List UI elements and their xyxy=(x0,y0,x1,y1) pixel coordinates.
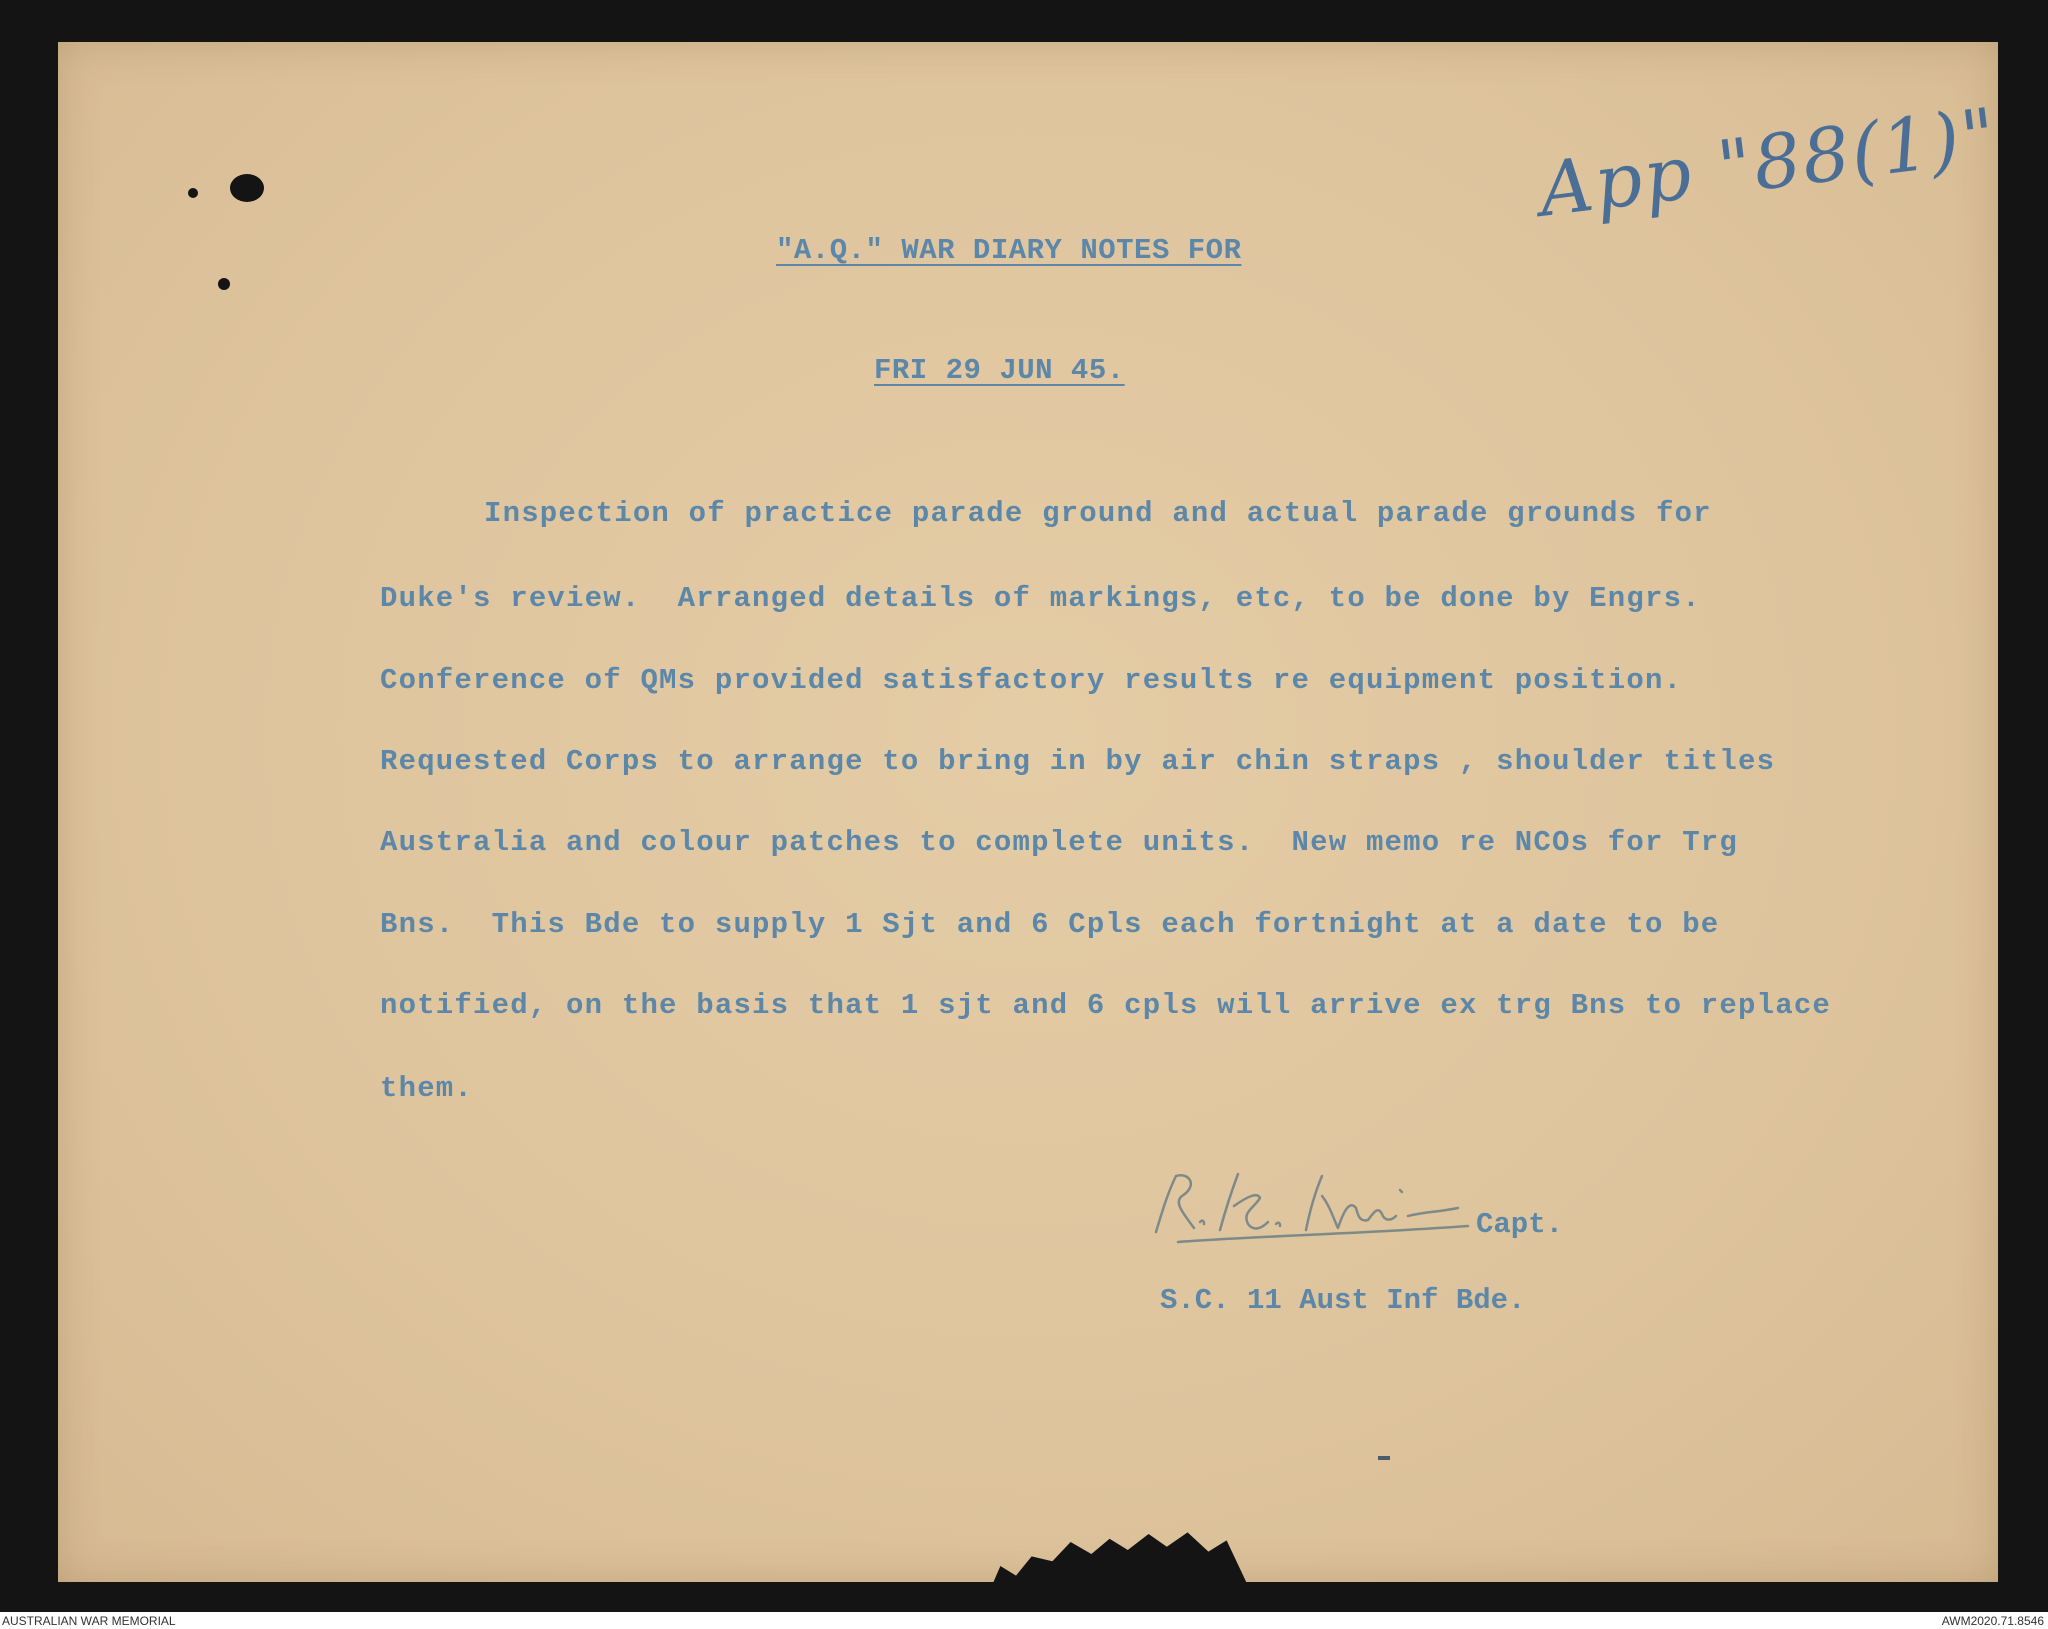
signatory-rank: Capt. xyxy=(1476,1208,1564,1241)
ink-mark xyxy=(1378,1456,1390,1460)
punch-hole-mark xyxy=(230,174,264,202)
footer-institution: AUSTRALIAN WAR MEMORIAL xyxy=(2,1614,176,1628)
body-line: Duke's review. Arranged details of markings, etc, to be done by Engrs. xyxy=(380,582,1701,615)
document-date: FRI 29 JUN 45. xyxy=(874,354,1125,387)
punch-hole-mark xyxy=(188,188,198,198)
body-line: Inspection of practice parade ground and actual parade grounds for xyxy=(484,497,1712,530)
signature xyxy=(1138,1162,1498,1252)
punch-hole-mark xyxy=(218,278,230,290)
pencil-annotation: App "88(1)" xyxy=(1534,92,2003,234)
document-page xyxy=(58,42,2003,1582)
body-line: notified, on the basis that 1 sjt and 6 cpls will arrive ex trg Bns to replace xyxy=(380,989,1832,1022)
body-line: them. xyxy=(380,1072,474,1105)
body-line: Conference of QMs provided satisfactory results re equipment position. xyxy=(380,664,1683,697)
body-line: Australia and colour patches to complete units. New memo re NCOs for Trg xyxy=(380,826,1739,859)
body-line: Bns. This Bde to supply 1 Sjt and 6 Cpls each fortnight at a date to be xyxy=(380,908,1720,941)
footer-bar xyxy=(0,1612,2048,1629)
signatory-unit: S.C. 11 Aust Inf Bde. xyxy=(1160,1284,1526,1317)
body-line: Requested Corps to arrange to bring in by air chin straps , shoulder titles xyxy=(380,745,1776,778)
document-title: "A.Q." WAR DIARY NOTES FOR xyxy=(776,234,1242,267)
footer-accession-number: AWM2020.71.8546 xyxy=(1941,1614,2044,1628)
